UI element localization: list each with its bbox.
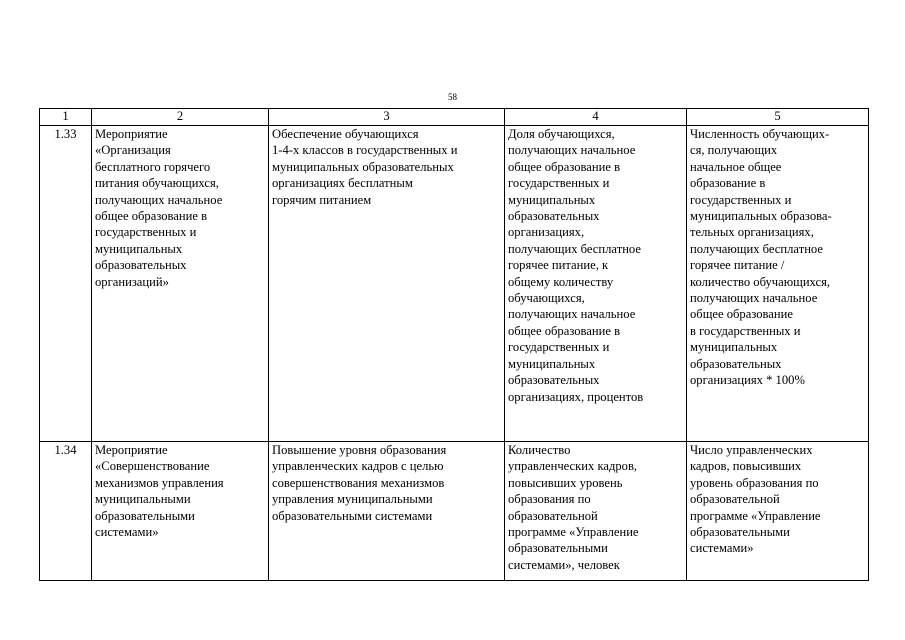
calculation-method-cell: Численность обучающих- ся, получающих начальное общее образование в государственных и муниципальных образова- тельных организациях, получающих бесплатное горячее питание / количество обучающихся, получающих начальное общее образование в государственных и муниципальных образовательных организациях * 100%: [687, 126, 869, 442]
calculation-method-cell: Число управленческих кадров, повысивших уровень образования по образовательной программе «Управление образовательными системами»: [687, 442, 869, 581]
page-number: 58: [448, 92, 457, 102]
event-name-cell: Мероприятие «Совершенствование механизмов управления муниципальными образовательными системами»: [92, 442, 269, 581]
indicator-name-cell: Доля обучающихся, получающих начальное общее образование в государственных и муниципальных образовательных организациях, получающих бесплатное горячее питание, к общему количеству обучающихся, получающих начальное общее образование в государственных и муниципальных образовательных организациях, процентов: [505, 126, 687, 442]
table-header-row: [40, 109, 869, 126]
event-description-cell: Обеспечение обучающихся 1-4-х классов в государственных и муниципальных образовательных организациях бесплатным горячим питанием: [269, 126, 505, 442]
header-cell-4: 4: [505, 109, 687, 126]
table-row: [40, 126, 869, 442]
row-number-cell: 1.34: [40, 442, 92, 581]
header-cell-2: 2: [92, 109, 269, 126]
header-cell-1: 1: [40, 109, 92, 126]
event-description-cell: Повышение уровня образования управленческих кадров с целью совершенствования механизмов управления муниципальными образовательными системами: [269, 442, 505, 581]
table-row: [40, 442, 869, 581]
indicator-name-cell: Количество управленческих кадров, повысивших уровень образования по образовательной программе «Управление образовательными системами», человек: [505, 442, 687, 581]
row-number-cell: 1.33: [40, 126, 92, 442]
header-cell-5: 5: [687, 109, 869, 126]
header-cell-3: 3: [269, 109, 505, 126]
event-name-cell: Мероприятие «Организация бесплатного горячего питания обучающихся, получающих начальное общее образование в государственных и муниципальных образовательных организаций»: [92, 126, 269, 442]
indicator-table: [39, 108, 869, 581]
